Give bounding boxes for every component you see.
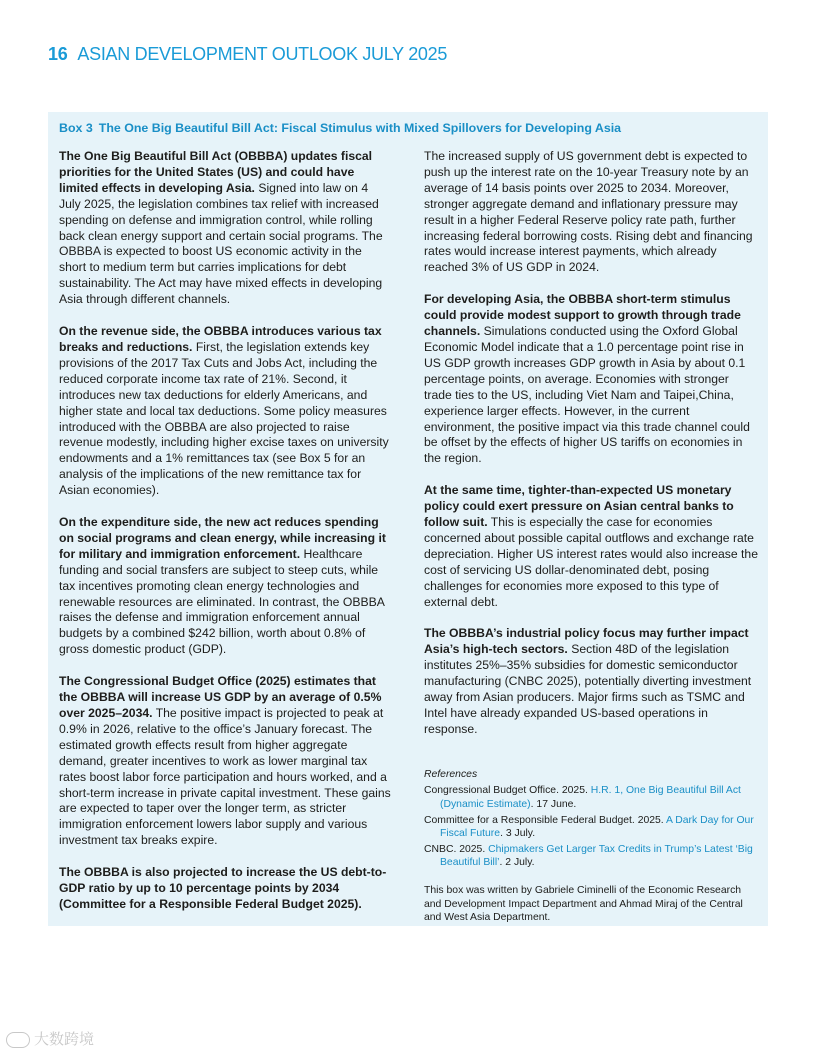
box-3 bbox=[48, 112, 768, 926]
reference-link[interactable]: H.R. 1, One Big Beautiful Bill Act (Dynamic Estimate) bbox=[440, 785, 741, 810]
reference-date: . 3 July. bbox=[500, 828, 536, 840]
references bbox=[424, 768, 758, 870]
reference-source: CNBC. 2025. bbox=[424, 843, 489, 855]
running-header bbox=[48, 44, 447, 65]
paragraph-lead: The Congressional Budget Office (2025) estimates that the OBBBA will increase US GDP by an average of 0.5% over 2025–2034. bbox=[59, 674, 382, 720]
paragraph-body: The positive impact is projected to peak at 0.9% in 2026, relative to the office’s January forecast. The estimated growth effects result from higher aggregate demand, greater incentives to work as lower marginal tax rates boost labor force participation and hours worked, and a short-term increase in private capital investment. These gains are expected to taper over the longer term, as stricter immigration enforcement lowers labor supply and various investment tax breaks expire. bbox=[59, 706, 391, 848]
box-title bbox=[59, 121, 759, 135]
reference-date: . 2 July. bbox=[499, 857, 535, 869]
paragraph-body: Healthcare funding and social transfers are subject to steep cuts, while tax incentives promoting clean energy technologies and renewable resources are eliminated. In contrast, the OBBBA raises the defense and immigration enforcement annual budgets by a combined $242 billion, worth about 0.8% of gross domestic product (GDP). bbox=[59, 546, 385, 657]
watermark-logo-icon bbox=[6, 1032, 30, 1048]
reference-link[interactable]: A Dark Day for Our Fiscal Future bbox=[440, 814, 754, 840]
reference-link[interactable]: Chipmakers Get Larger Tax Credits in Trump’s Latest ‘Big Beautiful Bill’ bbox=[440, 843, 753, 869]
paragraph-lead: On the expenditure side, the new act reduces spending on social programs and clean energy, while increasing it for military and immigration enforcement. bbox=[59, 515, 386, 561]
paragraph-lead: The OBBBA is also projected to increase the US debt-to-GDP ratio by up to 10 percentage points by 2034 (Committee for a Responsible Federal Budget 2025). bbox=[59, 865, 387, 911]
reference-item bbox=[424, 843, 758, 870]
right-column bbox=[424, 149, 758, 925]
paragraph bbox=[59, 674, 392, 849]
watermark bbox=[6, 1028, 94, 1049]
reference-source: Congressional Budget Office. 2025. bbox=[424, 785, 591, 797]
paragraph bbox=[424, 483, 758, 610]
paragraph bbox=[59, 324, 392, 499]
paragraph-lead: The OBBBA’s industrial policy focus may further impact Asia’s high-tech sectors. bbox=[424, 626, 749, 657]
reference-source: Committee for a Responsible Federal Budget. 2025. bbox=[424, 814, 667, 826]
paragraph-body: Signed into law on 4 July 2025, the legislation combines tax relief with increased spending on defense and immigration control, while rolling back clean energy support and certain social programs. The OBBBA is expected to boost US economic activity in the short to medium term but carries implications for debt sustainability. The Act may have mixed effects in developing Asia through different channels. bbox=[59, 180, 383, 307]
publication-title: ASIAN DEVELOPMENT OUTLOOK JULY 2025 bbox=[77, 44, 448, 64]
paragraph bbox=[59, 865, 392, 913]
paragraph bbox=[424, 149, 758, 276]
box-label: Box 3 bbox=[59, 121, 93, 135]
author-credit: This box was written by Gabriele Ciminelli of the Economic Research and Development Impact Department and Ahmad Miraj of the Central and West Asia Department. bbox=[424, 884, 743, 924]
paragraph bbox=[59, 149, 392, 308]
box-title-text: The One Big Beautiful Bill Act: Fiscal Stimulus with Mixed Spillovers for Developing Asia bbox=[98, 121, 622, 135]
paragraph-lead: The One Big Beautiful Bill Act (OBBBA) updates fiscal priorities for the United States (US) and could have limited effects in developing Asia. bbox=[59, 149, 373, 195]
paragraph bbox=[424, 292, 758, 467]
left-column bbox=[59, 149, 392, 929]
paragraph-body: First, the legislation extends key provisions of the 2017 Tax Cuts and Jobs Act, including the reduced corporate income tax rate of 21%. Second, it introduces new tax deductions for elderly Americans, and higher state and local tax deductions. Some policy measures introduced with the OBBBA are also projected to raise revenue modestly, including higher excise taxes on university endowments and a 1% remittances tax (see Box 5 for an analysis of the implications of the new remittance tax for Asian economies). bbox=[59, 339, 389, 498]
paragraph-body: This is especially the case for economies concerned about possible capital outflows and exchange rate depreciation. Higher US interest rates would also increase the cost of servicing US dollar-denominated debt, posing challenges for economies more exposed to this type of external debt. bbox=[424, 515, 758, 609]
paragraph-lead: At the same time, tighter-than-expected US monetary policy could exert pressure on Asian central banks to follow suit. bbox=[424, 483, 734, 530]
paragraph-body: The increased supply of US government debt is expected to push up the interest rate on the 10-year Treasury note by an average of 14 basis points over 2025 to 2034. Moreover, stronger aggregate demand and inflationary pressure may result in a higher Federal Reserve policy rate path, further increasing federal borrowing costs. Rising debt and financing rates would increase interest payments, which already reached 3% of US GDP in 2024. bbox=[424, 149, 753, 275]
paragraph-body: Section 48D of the legislation institutes 25%–35% subsidies for domestic semiconductor manufacturing (CNBC 2025), potentially diverting investment away from Asian producers. Major firms such as TSMC and Intel have already expanded US-based operations in response. bbox=[424, 642, 752, 736]
paragraph-body: Simulations conducted using the Oxford Global Economic Model indicate that a 1.0 percentage point rise in US GDP growth increases GDP growth in Asia by about 0.1 percentage points, on average. Economies with stronger trade ties to the US, including Viet Nam and Taipei,China, experience larger effects. However, in the current environment, the positive impact via this trade channel could be offset by the effects of higher US tariffs on economies in the region. bbox=[424, 324, 750, 466]
paragraph bbox=[59, 515, 392, 658]
paragraph bbox=[424, 626, 758, 737]
reference-item bbox=[424, 814, 758, 841]
page-number: 16 bbox=[48, 44, 68, 64]
paragraph-lead: On the revenue side, the OBBBA introduces various tax breaks and reductions. bbox=[59, 324, 382, 354]
watermark-text: 大数跨境 bbox=[34, 1031, 95, 1048]
reference-item bbox=[424, 784, 758, 811]
reference-date: . 17 June. bbox=[530, 799, 577, 810]
references-heading: References bbox=[424, 768, 478, 780]
paragraph-lead: For developing Asia, the OBBBA short-term stimulus could provide modest support to growth through trade channels. bbox=[424, 292, 741, 339]
